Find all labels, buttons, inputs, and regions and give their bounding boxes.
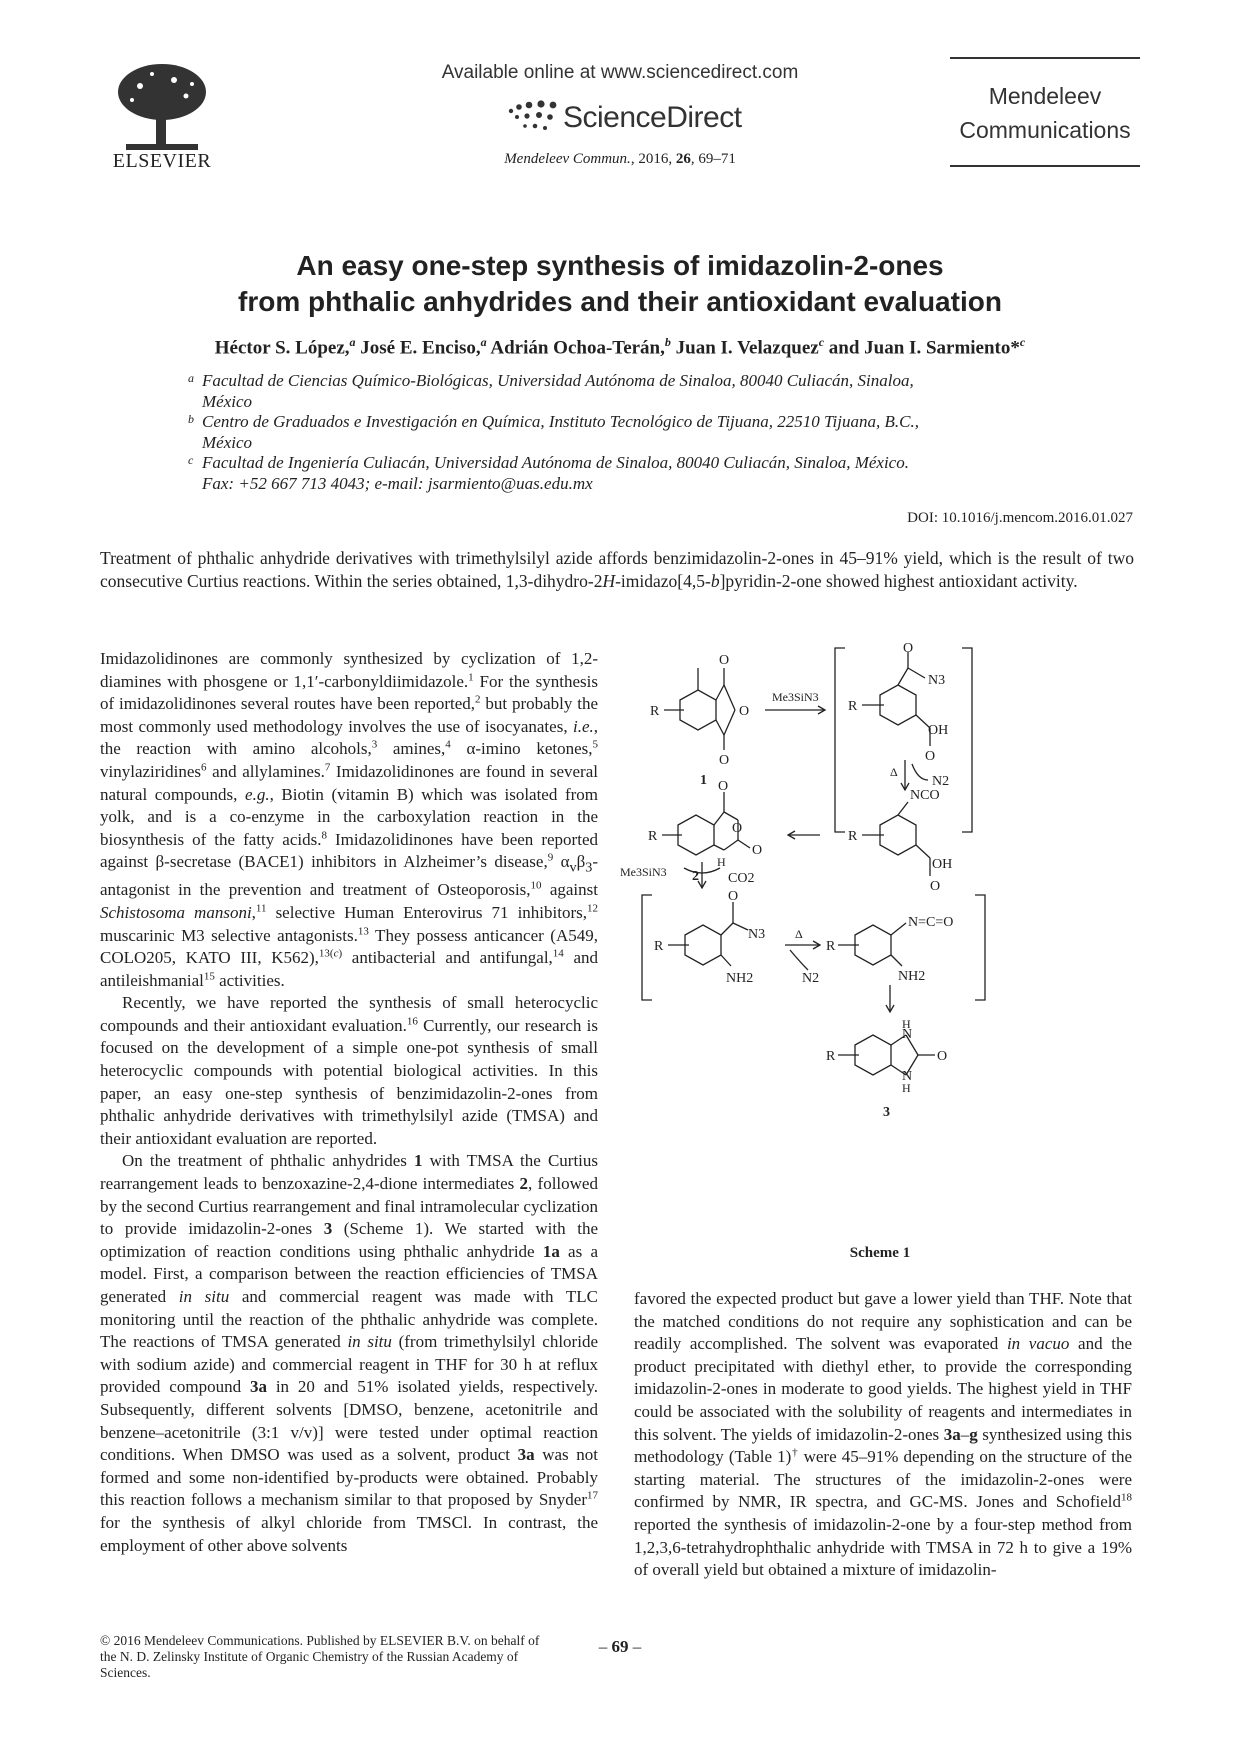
journal-name-box: [950, 57, 1140, 167]
citation-volume: 26: [675, 151, 691, 167]
citation-journal: Mendeleev Commun.: [504, 151, 631, 167]
elsevier-tree-icon: [112, 60, 212, 152]
compound-1-label: 1: [700, 773, 707, 788]
scheme-label-delta: Δ: [795, 927, 803, 941]
elsevier-wordmark: ELSEVIER: [112, 150, 212, 172]
sciencedirect-logo[interactable]: [505, 95, 765, 137]
scheme-label-nh2: NH2: [898, 969, 926, 984]
scheme-label-co2: CO2: [728, 871, 755, 886]
scheme-label-o: O: [925, 749, 936, 764]
article-title-line2: from phthalic anhydrides and their antioxidant evaluation: [238, 286, 1002, 317]
scheme-label-delta: Δ: [890, 765, 898, 779]
scheme-label-n: N: [902, 1027, 913, 1042]
scheme-label-nh: H: [717, 855, 726, 869]
affiliation-a: [188, 371, 1038, 412]
available-online-text[interactable]: Available online at www.sciencedirect.com: [441, 62, 799, 83]
scheme-label-n2: N2: [932, 774, 950, 789]
author-name: Héctor S. López,: [214, 337, 350, 359]
affiliation-text: Fax: +52 667 713 4043; e-mail: jsarmiento@uas.edu.mx: [202, 473, 593, 493]
scheme-label-oh: OH: [928, 723, 949, 738]
article-title: [120, 248, 1120, 320]
scheme-label-o: O: [937, 1049, 948, 1064]
copyright-footer: © 2016 Mendeleev Communications. Published by ELSEVIER B.V. on behalf of the N. D. Zelinsky Institute of Organic Chemistry of the Russian Academy of Sciences.: [100, 1633, 540, 1680]
scheme-label-r: R: [648, 829, 658, 844]
body-text-right-column: [634, 1288, 1132, 1582]
reagent-label: Me3SiN3: [772, 690, 819, 704]
author-list: [120, 335, 1120, 359]
scheme-label-r: R: [654, 939, 664, 954]
body-text-left-column: [100, 648, 598, 1557]
scheme-caption: Scheme 1: [849, 1245, 911, 1261]
body-paragraph: Imidazolidinones are commonly synthesized by cyclization of 1,2-diamines with phosgene or 1,1′-carbonyldiimidazole.$^1$ For the synthesis of imidazolidinones several routes have been reported,$^2$ but probably the most commonly used methodology involves the use of isocyanates, i.e., the reaction with amino alcohols,$^3$ amines,$^4$ α-imino ketones,$^5$ vinylaziridines$^6$ and allylamines.$^7$ Imidazolidinones are found in several natural compounds, e.g., Biotin (vitamin B) which was isolated from yolk, and is a co-enzyme in the carboxylation reaction in the biosynthesis of the fatty acids.$^8$ Imidazolidinones have been reported against β-secretase (BACE1) inhibitors in Alzheimer’s disease,$^9$ $\alpha_v\beta_3$-antagonist in the prevention and treatment of Osteoporosis,$^{10}$ against Schistosoma mansoni,$^{11}$ selective Human Enterovirus 71 inhibitors,$^{12}$ muscarinic M3 selective antagonists.$^{13}$ They possess anticancer (A549, COLO205, KATO III, K562),$^{13(c)}$ antibacterial and antifungal,$^{14}$ and antileishmanial$^{15}$ activities.: [100, 649, 599, 990]
citation-pages: 69–71: [698, 151, 736, 167]
citation-year: 2016: [638, 151, 669, 167]
scheme-label-o: O: [728, 889, 739, 904]
affiliation-text: México: [202, 391, 253, 411]
scheme-label-o: O: [719, 653, 730, 668]
scheme-label-r: R: [826, 939, 836, 954]
author-affiliation-mark: a: [349, 335, 356, 349]
author-name: Juan I. Velazquez: [675, 337, 819, 359]
affiliation-c: [188, 453, 1038, 494]
elsevier-logo: [108, 60, 216, 173]
scheme-label-n: N: [902, 1069, 913, 1084]
scheme-label-r: R: [826, 1049, 836, 1064]
author-name: José E. Enciso,: [360, 337, 481, 359]
compound-3-label: 3: [883, 1105, 890, 1120]
affiliation-text: Facultad de Ciencias Químico-Biológicas, Universidad Autónoma de Sinaloa, 80040 Culiacán, Sinaloa,: [202, 371, 914, 390]
scheme-label-r: R: [848, 829, 858, 844]
scheme-label-isocyanate: N=C=O: [908, 915, 954, 930]
scheme-label-o: O: [930, 879, 941, 894]
reagent-label: Me3SiN3: [620, 865, 667, 879]
scheme-label-nco: NCO: [910, 788, 940, 803]
scheme-label-r: R: [650, 704, 660, 719]
affiliation-label: b: [188, 412, 194, 426]
body-paragraph: On the treatment of phthalic anhydrides 1 with TMSA the Curtius rearrangement leads to benzoxazine-2,4-dione intermediates 2, followed by the second Curtius rearrangement and final intramolecular cyclization to provide imidazolin-2-ones 3 (Scheme 1). We started with the optimization of reaction conditions using phthalic anhydride 1a as a model. First, a comparison between the reaction efficiencies of TMSA generated in situ and commercial reagent was made with TLC monitoring until the reaction of the phthalic anhydride was complete. The reactions of TMSA generated in situ (from trimethylsilyl chloride with sodium azide) and commercial reagent in THF for 30 h at reflux provided compound 3a in 20 and 51% isolated yields, respectively. Subsequently, different solvents [DMSO, benzene, acetonitrile and benzene–acetonitrile (3:1 v/v)] were tested under optimal reaction conditions. When DMSO was used as a solvent, product 3a was not formed and some non-identified by-products were obtained. Probably this reaction follows a mechanism similar to that proposed by Snyder$^{17}$ for the synthesis of alkyl chloride from TMSCl. In contrast, the employment of other above solvents: [100, 1151, 599, 1555]
scheme-label-n3: N3: [928, 673, 946, 688]
affiliation-text: Facultad de Ingeniería Culiacán, Universidad Autónoma de Sinaloa, 80040 Culiacán, Sinaloa, México.: [202, 453, 909, 472]
affiliation-label: a: [188, 371, 194, 385]
sciencedirect-dots-icon: [505, 95, 563, 137]
affiliation-text: Centro de Graduados e Investigación en Química, Instituto Tecnológico de Tijuana, 22510 Tijuana, B.C.,: [202, 412, 919, 431]
author-affiliation-mark: b: [664, 335, 671, 349]
scheme-label-o: O: [732, 821, 743, 836]
scheme-label-n2: N2: [802, 971, 820, 986]
reaction-scheme: [620, 640, 1120, 1260]
scheme-label-nh: H: [902, 1081, 911, 1095]
scheme-label-o: O: [739, 704, 750, 719]
scheme-label-nh2: NH2: [726, 971, 754, 986]
scheme-label-n3: N3: [748, 927, 766, 942]
body-paragraph: Recently, we have reported the synthesis of small heterocyclic compounds and their antioxidant evaluation.$^{16}$ Currently, our research is focused on the development of a simple one-pot synthesis of small heterocyclic compounds with potential biological activities. In this paper, an easy one-step synthesis of benzimidazolin-2-ones from phthalic anhydride derivatives with trimethylsilyl azide (TMSA) and their antioxidant evaluation are reported.: [100, 993, 599, 1148]
scheme-label-o: O: [718, 779, 729, 794]
compound-2-label: 2: [692, 869, 699, 884]
scheme-label-o: O: [752, 843, 763, 858]
page-number: – 69 –: [598, 1637, 642, 1656]
author-name: and Juan I. Sarmiento*: [828, 337, 1020, 359]
affiliation-label: c: [188, 453, 194, 467]
doi[interactable]: DOI: 10.1016/j.mencom.2016.01.027: [907, 510, 1133, 526]
article-title-line1: An easy one-step synthesis of imidazolin-2-ones: [296, 250, 944, 281]
author-affiliation-mark: c: [1019, 335, 1026, 349]
scheme-label-o: O: [719, 753, 730, 768]
scheme-label-o: O: [903, 641, 914, 656]
abstract: Treatment of phthalic anhydride derivatives with trimethylsilyl azide affords benzimidazolin-2-ones in 45–91% yield, which is the result of two consecutive Curtius reactions. Within the series obtained, 1,3-dihydro-2H-imidazo[4,5-b]pyridin-2-one showed highest antioxidant activity.: [100, 548, 1134, 591]
author-affiliation-mark: a: [480, 335, 487, 349]
affiliations: [188, 371, 1038, 494]
citation-line: Mendeleev Commun., 2016, 26, 69–71: [504, 151, 736, 167]
affiliation-b: [188, 412, 1038, 453]
author-affiliation-mark: c: [818, 335, 825, 349]
journal-name-line1: Mendeleev: [988, 83, 1102, 109]
author-name: Adrián Ochoa-Terán,: [490, 337, 665, 359]
scheme-label-oh: OH: [932, 857, 953, 872]
body-paragraph: favored the expected product but gave a lower yield than THF. Note that the matched conditions do not require any sophistication and can be readily accomplished. The solvent was evaporated in vacuo and the product precipitated with diethyl ether, to provide the corresponding imidazolin-2-ones in moderate to good yields. The highest yield in THF could be associated with the solubility of reagents and intermediates in this solvent. The yields of imidazolin-2-ones 3a–g synthesized using this methodology (Table 1)† were 45–91% depending on the structure of the starting material. The structures of the imidazolin-2-ones were confirmed by NMR, IR spectra, and GC-MS. Jones and Schofield$^{18}$ reported the synthesis of imidazolin-2-one by a four-step method from 1,2,3,6-tetrahydrophthalic anhydride with TMSA in 72 h to give a 19% of overall yield but obtained a mixture of imidazolin-: [634, 1289, 1132, 1580]
affiliation-text: México: [202, 432, 253, 452]
scheme-label-nh: H: [902, 1017, 911, 1031]
scheme-label-r: R: [848, 699, 858, 714]
journal-name-line2: Communications: [959, 117, 1131, 143]
sciencedirect-wordmark: ScienceDirect: [563, 101, 742, 134]
